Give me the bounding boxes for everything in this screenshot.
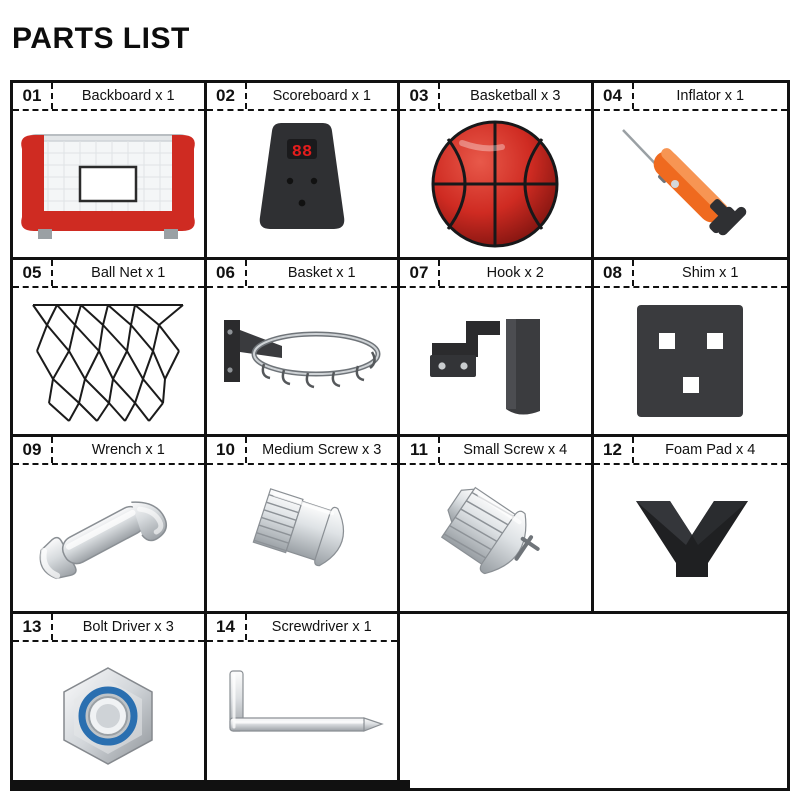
small-screw-icon: [400, 465, 591, 611]
part-name: Inflator x 1: [676, 88, 745, 104]
cell-header: [13, 83, 204, 111]
footer-rule: [10, 780, 410, 790]
part-cell-03: [400, 83, 594, 257]
part-cell-05: [13, 260, 207, 434]
backboard-icon: [13, 111, 204, 257]
part-number: 01: [13, 83, 53, 109]
cell-header: [207, 260, 398, 288]
part-cell-01: [13, 83, 207, 257]
part-cell-13: [13, 614, 207, 788]
cell-header: [13, 260, 204, 288]
part-number: 08: [594, 260, 634, 286]
parts-table: [10, 80, 790, 791]
cell-header: [594, 260, 788, 288]
inflator-pump-icon: [594, 111, 788, 257]
lock-nut-icon: [13, 642, 204, 788]
part-cell-12: [594, 437, 788, 611]
cell-header: [207, 437, 398, 465]
cell-header: [400, 260, 591, 288]
cell-header: [594, 83, 788, 111]
part-number: 04: [594, 83, 634, 109]
part-number: 03: [400, 83, 440, 109]
cell-header: [400, 83, 591, 111]
part-name: Basket x 1: [287, 265, 356, 281]
part-number: 02: [207, 83, 247, 109]
part-cell-08: [594, 260, 788, 434]
part-name: Foam Pad x 4: [665, 442, 756, 458]
cell-header: [13, 614, 204, 642]
part-cell-06: [207, 260, 401, 434]
cell-header: [207, 614, 398, 642]
svg-text:88: 88: [291, 143, 312, 162]
table-row: [13, 83, 787, 260]
table-row: [13, 614, 787, 788]
part-cell-07: [400, 260, 594, 434]
part-name: Scoreboard x 1: [272, 88, 371, 104]
part-number: 13: [13, 614, 53, 640]
part-number: 05: [13, 260, 53, 286]
part-name: Hook x 2: [486, 265, 544, 281]
hook-bracket-icon: [400, 288, 591, 434]
table-row: [13, 437, 787, 614]
part-number: 09: [13, 437, 53, 463]
medium-screw-icon: [207, 465, 398, 611]
part-name: Small Screw x 4: [463, 442, 568, 458]
part-number: 10: [207, 437, 247, 463]
part-cell-10: [207, 437, 401, 611]
page-title: PARTS LIST: [12, 22, 190, 55]
part-number: 06: [207, 260, 247, 286]
part-cell-04: [594, 83, 788, 257]
part-name: Shim x 1: [682, 265, 739, 281]
cell-header: [13, 437, 204, 465]
cell-header: [207, 83, 398, 111]
part-name: Ball Net x 1: [91, 265, 166, 281]
empty-cell: [400, 614, 594, 788]
empty-cell: [594, 614, 788, 788]
part-name: Medium Screw x 3: [262, 442, 382, 458]
shim-plate-icon: [594, 288, 788, 434]
basket-rim-icon: [207, 288, 398, 434]
allen-key-icon: [207, 642, 398, 788]
part-name: Screwdriver x 1: [271, 619, 372, 635]
scoreboard-icon: [207, 111, 398, 257]
part-name: Wrench x 1: [91, 442, 165, 458]
ball-net-icon: [13, 288, 204, 434]
part-cell-02: [207, 83, 401, 257]
table-row: [13, 260, 787, 437]
part-name: Bolt Driver x 3: [82, 619, 174, 635]
part-cell-14: [207, 614, 401, 788]
wrench-icon: [13, 465, 204, 611]
part-name: Basketball x 3: [470, 88, 561, 104]
part-cell-11: [400, 437, 594, 611]
part-number: 11: [400, 437, 440, 463]
cell-header: [594, 437, 788, 465]
part-number: 12: [594, 437, 634, 463]
part-name: Backboard x 1: [81, 88, 175, 104]
basketball-icon: [400, 111, 591, 257]
cell-header: [400, 437, 591, 465]
foam-pad-icon: [594, 465, 788, 611]
part-cell-09: [13, 437, 207, 611]
part-number: 14: [207, 614, 247, 640]
part-number: 07: [400, 260, 440, 286]
